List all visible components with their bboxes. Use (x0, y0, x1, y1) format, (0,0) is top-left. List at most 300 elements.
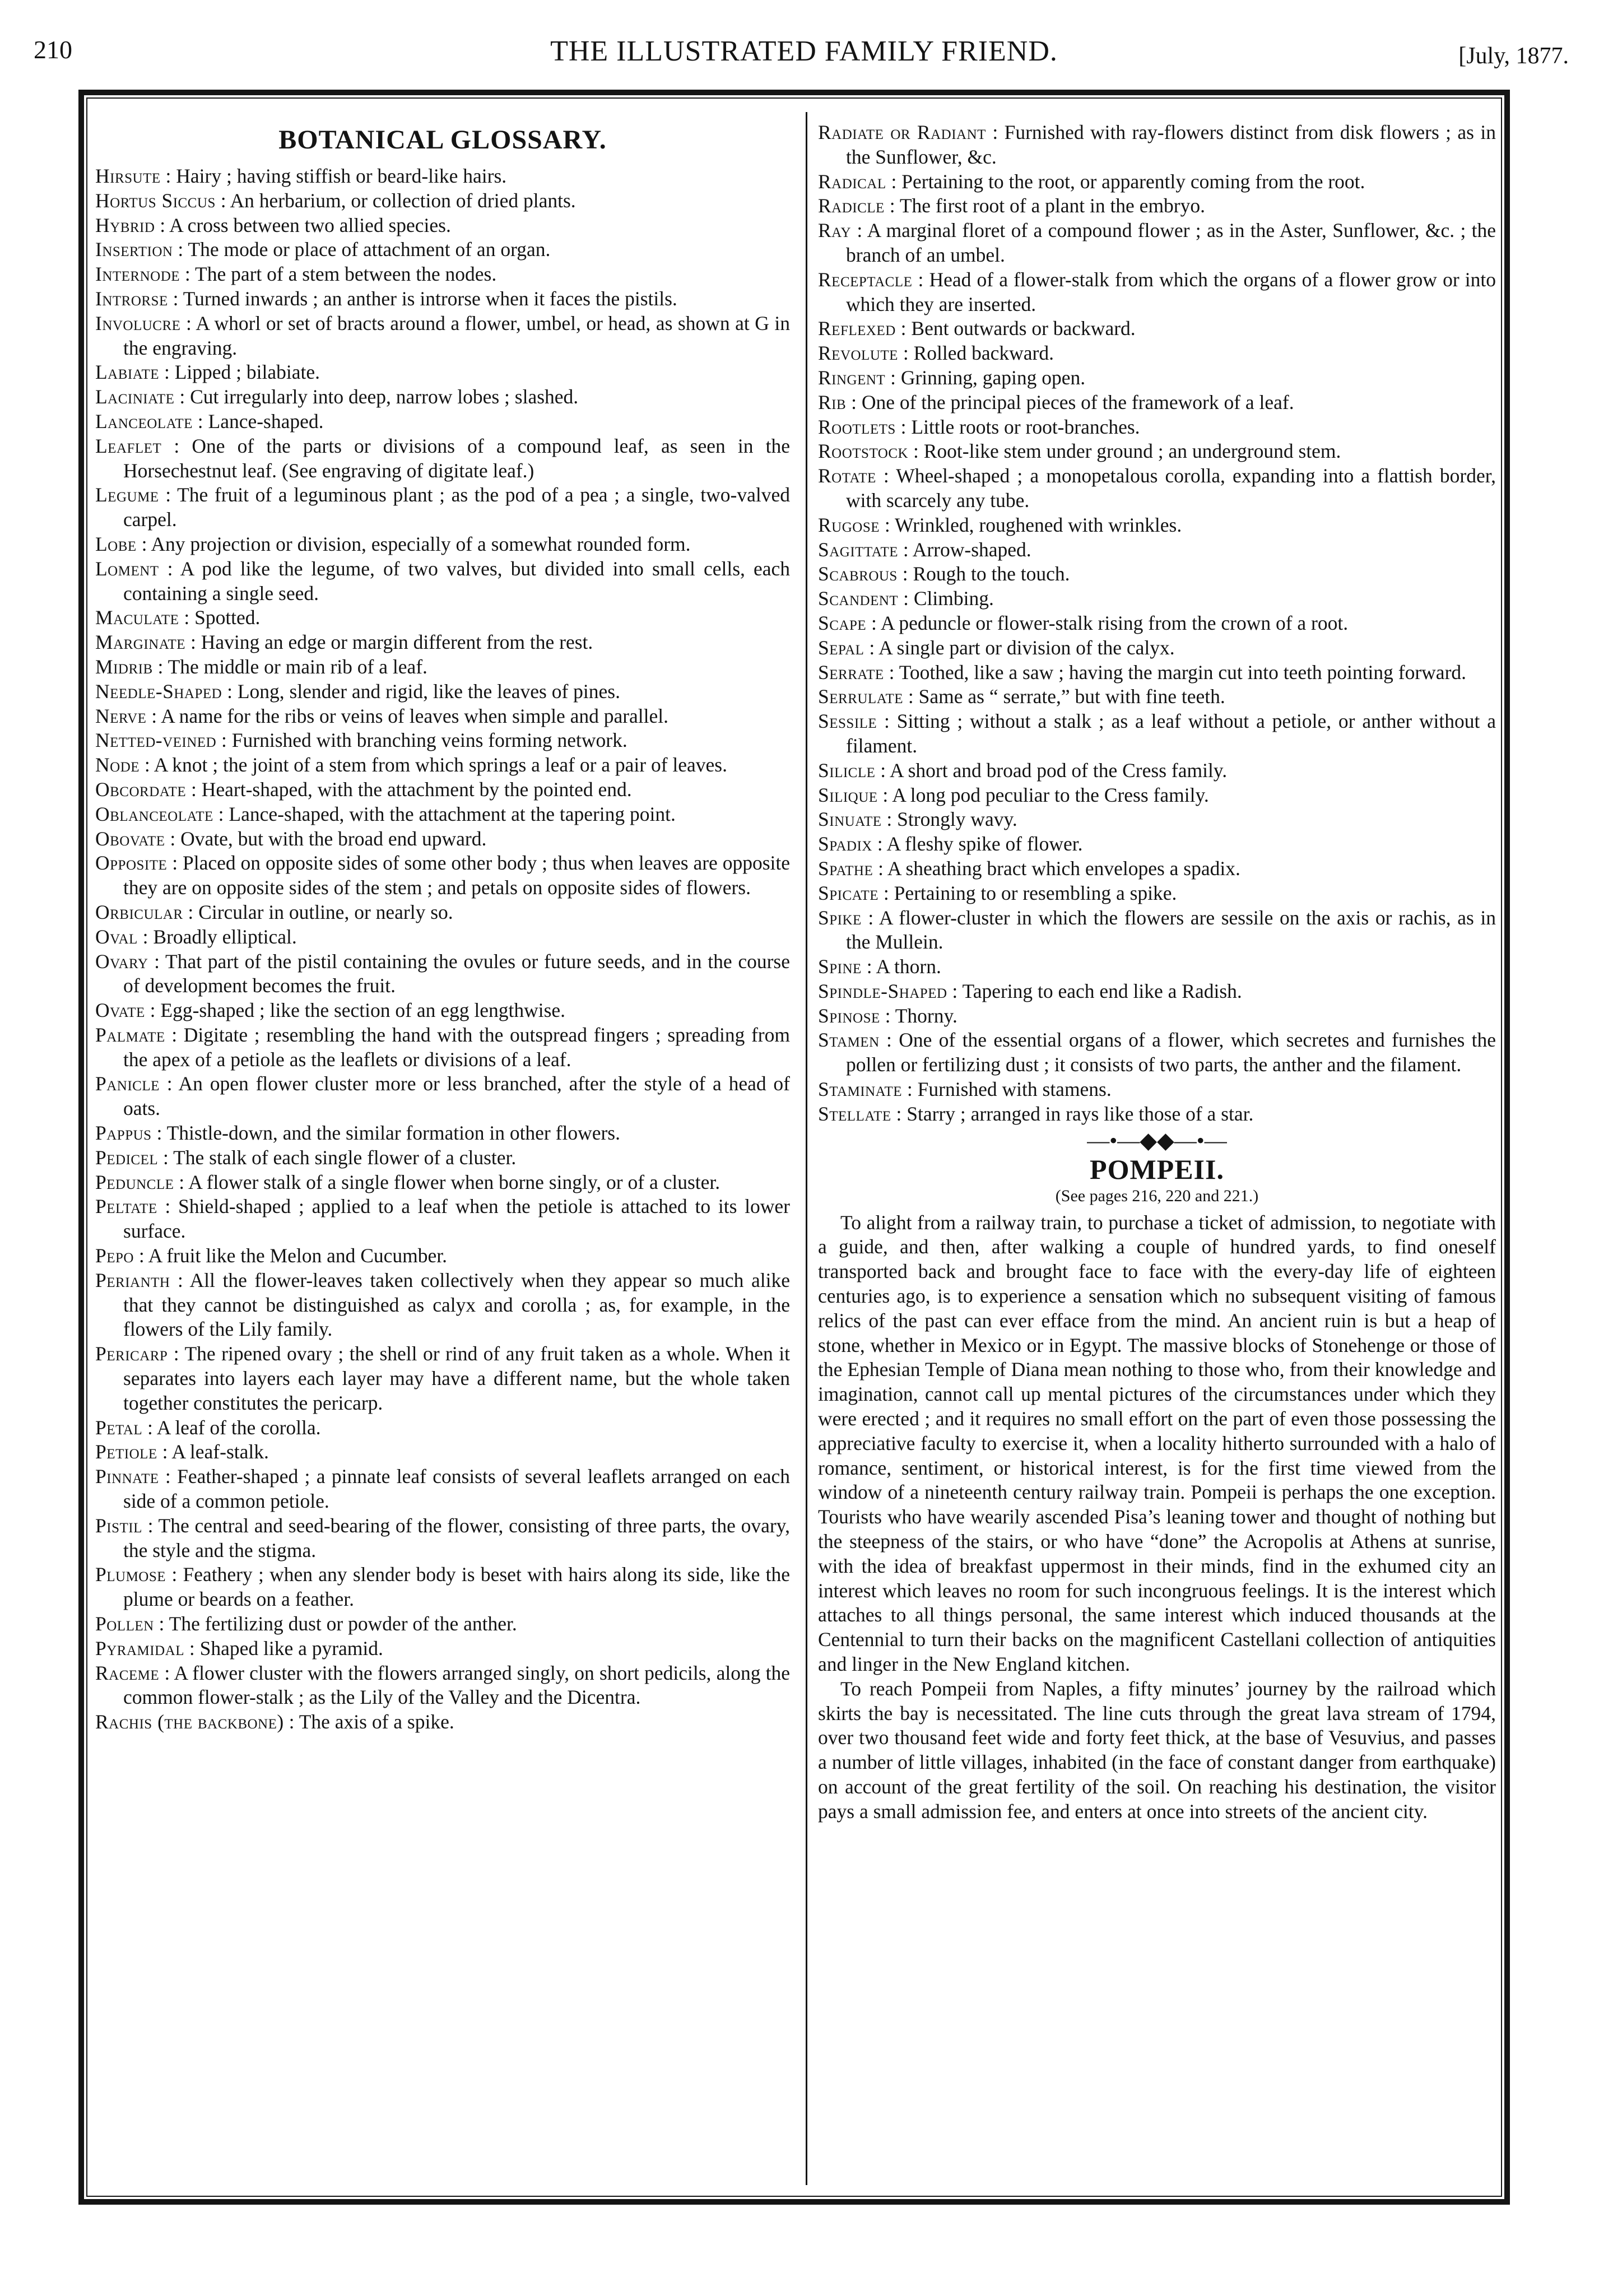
glossary-definition: Hairy ; having stiffish or beard-like hairs. (176, 165, 507, 187)
term-separator: : (173, 238, 188, 261)
term-separator: : (174, 385, 190, 408)
glossary-definition: Same as “ serrate,” but with fine teeth. (918, 685, 1225, 708)
glossary-term: Spicate (818, 881, 878, 904)
glossary-term: Rootlets (818, 415, 896, 438)
glossary-definition: Placed on opposite sides of some other body ; thus when leaves are opposite they are on opposite sides of the stem ; and petals on opposite sides of flowers. (123, 852, 790, 899)
glossary-term: Serrate (818, 661, 884, 684)
glossary-definition: A cross between two allied species. (169, 213, 451, 236)
glossary-term: Pollen (95, 1612, 154, 1635)
term-separator: : (159, 1465, 178, 1488)
term-separator: : (137, 925, 154, 948)
term-separator: : (185, 631, 201, 654)
glossary-term: Rugose (818, 513, 880, 536)
glossary-entry (95, 1244, 790, 1268)
glossary-definition: A peduncle or flower-stalk rising from the crown of a root. (880, 611, 1349, 634)
term-separator: : (216, 729, 232, 752)
glossary-term: Involucre (95, 312, 181, 334)
term-separator: : (875, 759, 890, 782)
glossary-definition: A flower cluster with the flowers arranged singly, on short pedicils, along the common flower-stalk ; as the Lily of the Valley and the Dicentra. (123, 1661, 790, 1709)
glossary-entry (95, 851, 790, 900)
glossary-term: Sagittate (818, 538, 899, 561)
term-separator: : (154, 1612, 169, 1635)
glossary-term: Ovary (95, 950, 148, 973)
glossary-entry (818, 194, 1496, 219)
glossary-definition: A name for the ribs or veins of leaves when simple and parallel. (161, 704, 669, 727)
glossary-definition: An herbarium, or collection of dried plants. (230, 189, 576, 212)
glossary-definition: Digitate ; resembling the hand with the outspread fingers ; spreading from the apex of a petiole as the leaflets or divisions of a leaf. (123, 1023, 790, 1071)
term-separator: : (861, 955, 876, 978)
glossary-term: Petiole (95, 1440, 157, 1463)
glossary-entry (95, 925, 790, 950)
term-separator: : (167, 852, 183, 875)
glossary-definition: One of the essential organs of a flower, which secretes and furnishes the pollen or fertilizing dust ; it consists of two parts, the anther and the filament. (846, 1029, 1496, 1076)
right-column (818, 120, 1496, 1824)
glossary-definition: Feather-shaped ; a pinnate leaf consists of several leaflets arranged on each side of a common petiole. (123, 1465, 790, 1513)
glossary-definition: Head of a flower-stalk from which the organs of a flower grow or into which they are inserted. (846, 268, 1496, 315)
glossary-definition: A sheathing bract which envelopes a spadix. (887, 857, 1240, 880)
glossary-definition: A whorl or set of bracts around a flower, umbel, or head, as shown at G in the engraving. (123, 312, 790, 359)
glossary-definition: Pertaining to or resembling a spike. (894, 881, 1177, 904)
glossary-term: Radical (818, 170, 886, 193)
term-separator: : (891, 1102, 907, 1125)
term-separator: : (160, 165, 176, 187)
glossary-term: Spindle-Shaped (818, 979, 947, 1002)
glossary-entry (818, 1004, 1496, 1029)
glossary-definition: Rough to the touch. (913, 563, 1070, 585)
term-separator: : (213, 802, 229, 825)
glossary-entry (95, 1268, 790, 1342)
glossary-entry (95, 360, 790, 385)
term-separator: : (142, 1416, 157, 1439)
term-separator: : (133, 1244, 148, 1267)
glossary-entry (818, 906, 1496, 955)
glossary-definition: Shaped like a pyramid. (199, 1637, 383, 1660)
term-separator: : (886, 170, 902, 193)
term-separator: : (881, 808, 898, 831)
glossary-term: Rootstock (818, 440, 909, 463)
term-separator: : (183, 900, 199, 923)
glossary-term: Silique (818, 783, 878, 806)
glossary-term: Scandent (818, 587, 899, 610)
glossary-entry (95, 312, 790, 361)
glossary-entry (95, 1637, 790, 1661)
glossary-term: Rib (818, 391, 847, 413)
article-paragraph: To reach Pompeii from Naples, a fifty minutes’ journey by the railroad which skirts the bay is necessitated. The line cuts through the great lava stream of 1794, over two thousand feet wide and forty feet thick, at the base of Vesuvius, and passes a number of little villages, inhabited (in the face of constant danger from earthquake) on account of the great fertility of the soil. On reaching his destination, the visitor pays a small admission fee, and enters at once into streets of the ancient city. (818, 1677, 1496, 1823)
glossary-definition: The ripened ovary ; the shell or rind of any fruit taken as a whole. When it separates into layers each layer may have a different name, but the whole taken together constitutes the pericarp. (123, 1342, 790, 1414)
glossary-term: Serrulate (818, 685, 904, 708)
glossary-definition: Lance-shaped, with the attachment at the tapering point. (229, 802, 676, 825)
glossary-term: Orbicular (95, 900, 183, 923)
glossary-term: Ray (818, 219, 851, 242)
term-separator: : (908, 440, 924, 463)
term-separator: : (884, 661, 899, 684)
article-paragraph: To alight from a railway train, to purchase a ticket of admission, to negotiate with a guide, and then, after walking a couple of hundred yards, to find oneself transported back and brought face to face with the every-day life of eighteen centuries ago, is to experience a sensation which no subsequent visiting of famous relics of the past can ever efface from the mind. An ancient ruin is but a heap of stone, whether in Mexico or in Egypt. The massive blocks of Stonehenge or those of the Ephesian Temple of Diana mean nothing to those who, from their knowledge and imagination, cannot call up mental pictures of the circumstances under which they were erected ; and it requires no small effort on the part of even those possessing the appreciative faculty to exercise it, when a locality hitherto surrounded with a halo of romance, sentiment, or historical interest, is for the first time viewed from the window of a nineteenth century railway train. Pompeii is perhaps the one exception. Tourists who have wearily ascended Pisa’s leaning tower and thought of nothing but the steepness of the stairs, or who have “done” the Acropolis at Athens at sunrise, with the idea of breakfast uppermost in their minds, find in the exhumed city an interest which leaves no room for such incongruous feelings. It is the interest which attaches to all things personal, the same interest which induced thousands at the Centennial to turn their backs on the magnificent Castellani collection of antiquities and linger in the New England kitchen. (818, 1211, 1496, 1676)
term-separator: : (180, 263, 196, 286)
term-separator: : (157, 1440, 172, 1463)
term-separator: : (898, 538, 913, 561)
term-separator: : (142, 1514, 159, 1537)
glossary-entry (818, 120, 1496, 170)
term-separator: : (151, 1122, 167, 1145)
term-separator: : (880, 513, 895, 536)
glossary-definition: Root-like stem under ground ; an underground stem. (923, 440, 1341, 463)
glossary-definition: A marginal floret of a compound flower ; as in the Aster, Sunflower, &c. ; the branch of an umbel. (846, 219, 1496, 266)
glossary-entry (818, 562, 1496, 587)
glossary-term: Internode (95, 263, 180, 286)
glossary-entry (95, 1612, 790, 1637)
glossary-definition: Thistle-down, and the similar formation in other flowers. (166, 1122, 620, 1145)
glossary-term: Lobe (95, 532, 137, 555)
page-number: 210 (34, 35, 72, 64)
glossary-term: Netted-veined (95, 729, 217, 752)
glossary-definition: Arrow-shaped. (912, 538, 1031, 561)
glossary-entry (818, 415, 1496, 440)
term-separator: : (165, 1023, 184, 1046)
glossary-entry (818, 783, 1496, 808)
term-separator: : (897, 563, 913, 585)
term-separator: : (146, 704, 161, 727)
glossary-entry (95, 630, 790, 655)
glossary-definition: Long, slender and rigid, like the leaves of pines. (237, 680, 620, 703)
glossary-term: Hirsute (95, 165, 161, 187)
glossary-term: Insertion (95, 238, 173, 261)
glossary-entry (818, 611, 1496, 636)
glossary-entry (818, 979, 1496, 1004)
glossary-entry (95, 778, 790, 802)
term-separator: : (902, 1078, 918, 1101)
glossary-definition: Bent outwards or backward. (911, 317, 1136, 340)
glossary-term: Revolute (818, 342, 898, 365)
glossary-term: Introrse (95, 287, 168, 310)
glossary-definition: Furnished with branching veins forming network. (231, 729, 627, 752)
glossary-definition: Rolled backward. (913, 342, 1054, 365)
term-separator: : (157, 1195, 179, 1218)
glossary-definition: That part of the pistil containing the ovules or future seeds, and in the course of development becomes the fruit. (123, 950, 790, 997)
glossary-entry (95, 950, 790, 999)
term-separator: : (877, 710, 897, 733)
term-separator: : (851, 219, 867, 242)
glossary-term: Oval (95, 925, 138, 948)
term-separator: : (159, 557, 180, 580)
glossary-term: Raceme (95, 1661, 160, 1684)
glossary-term: Opposite (95, 852, 168, 875)
term-separator: : (174, 1170, 189, 1193)
glossary-definition: One of the principal pieces of the framework of a leaf. (861, 391, 1294, 413)
glossary-entry (95, 483, 790, 532)
glossary-term: Receptacle (818, 268, 913, 291)
glossary-entry (95, 900, 790, 925)
term-separator: : (165, 827, 181, 850)
glossary-entry (95, 213, 790, 238)
glossary-entry (95, 164, 790, 189)
glossary-entry (818, 759, 1496, 783)
term-separator: : (184, 1637, 200, 1660)
term-separator: : (873, 857, 887, 880)
glossary-term: Nerve (95, 704, 147, 727)
glossary-term: Obcordate (95, 778, 187, 801)
glossary-term: Perianth (95, 1268, 170, 1291)
glossary-definition: A fruit like the Melon and Cucumber. (148, 1244, 448, 1267)
glossary-definition: Shield-shaped ; applied to a leaf when the petiole is attached to its lower surface. (123, 1195, 790, 1243)
glossary-entry (818, 464, 1496, 513)
term-separator: : (180, 312, 196, 334)
glossary-definition: Toothed, like a saw ; having the margin cut into teeth pointing forward. (899, 661, 1467, 684)
glossary-entry (95, 704, 790, 729)
glossary-term: Pepo (95, 1244, 134, 1267)
glossary-term: Ovate (95, 999, 145, 1022)
glossary-entry (818, 268, 1496, 317)
glossary-entry (95, 1710, 790, 1735)
glossary-definition: Climbing. (913, 587, 994, 610)
glossary-entry (818, 636, 1496, 661)
glossary-definition: Pertaining to the root, or apparently coming from the root. (901, 170, 1365, 193)
term-separator: : (152, 655, 168, 678)
glossary-definition: A pod like the legume, of two valves, but divided into small cells, each containing a single seed. (123, 557, 790, 605)
glossary-term: Pericarp (95, 1342, 168, 1365)
glossary-entry (95, 1465, 790, 1514)
glossary-entry (95, 238, 790, 262)
glossary-definition: The part of a stem between the nodes. (195, 263, 497, 286)
glossary-definition: The first root of a plant in the embryo. (899, 194, 1205, 217)
glossary-entry (95, 532, 790, 557)
glossary-term: Pyramidal (95, 1637, 184, 1660)
glossary-list-left (95, 164, 790, 1735)
term-separator: : (884, 194, 900, 217)
term-separator: : (878, 881, 894, 904)
glossary-term: Scape (818, 611, 867, 634)
glossary-term: Ringent (818, 366, 886, 389)
glossary-definition: Egg-shaped ; like the section of an egg lengthwise. (160, 999, 566, 1022)
term-separator: : (168, 287, 183, 310)
glossary-entry (818, 219, 1496, 268)
glossary-term: Legume (95, 484, 159, 506)
glossary-term: Pappus (95, 1122, 152, 1145)
glossary-term: Pinnate (95, 1465, 159, 1488)
glossary-entry (95, 728, 790, 753)
term-separator: : (136, 532, 151, 555)
term-separator: : (877, 783, 893, 806)
glossary-term: Silicle (818, 759, 876, 782)
glossary-definition: Grinning, gaping open. (900, 366, 1086, 389)
term-separator: : (140, 754, 154, 777)
glossary-definition: A flower-cluster in which the flowers are sessile on the axis or rachis, as in the Mullein. (846, 906, 1496, 954)
glossary-entry (818, 587, 1496, 611)
pompeii-article (818, 1211, 1496, 1824)
glossary-definition: The fertilizing dust or powder of the anther. (169, 1612, 517, 1635)
glossary-term: Loment (95, 557, 159, 580)
glossary-entry (818, 709, 1496, 759)
glossary-definition: The stalk of each single flower of a cluster. (173, 1146, 517, 1169)
glossary-entry (818, 317, 1496, 341)
section-ornament: —•—◆◆—•— (1087, 1127, 1227, 1153)
glossary-term: Obovate (95, 827, 165, 850)
glossary-term: Marginate (95, 631, 186, 654)
glossary-entry (95, 827, 790, 852)
glossary-term: Lanceolate (95, 410, 193, 433)
glossary-entry (95, 262, 790, 287)
term-separator: : (145, 999, 161, 1022)
glossary-definition: Circular in outline, or nearly so. (198, 900, 453, 923)
glossary-entry (95, 410, 790, 434)
issue-date: [July, 1877. (1458, 43, 1569, 69)
term-separator: : (159, 484, 178, 506)
glossary-definition: Thorny. (895, 1004, 957, 1027)
glossary-term: Plumose (95, 1563, 166, 1586)
glossary-definition: A knot ; the joint of a stem from which springs a leaf or a pair of leaves. (154, 754, 727, 777)
glossary-term: Labiate (95, 361, 160, 384)
glossary-definition: Tapering to each end like a Radish. (962, 979, 1242, 1002)
glossary-entry (95, 557, 790, 606)
left-column (95, 120, 790, 1735)
page-header (34, 35, 1574, 80)
glossary-entry (818, 341, 1496, 366)
glossary-term: Oblanceolate (95, 802, 213, 825)
term-separator: : (283, 1711, 299, 1733)
glossary-definition: Furnished with stamens. (917, 1078, 1112, 1101)
glossary-entry (818, 881, 1496, 906)
glossary-entry (818, 857, 1496, 881)
term-separator: : (912, 268, 929, 291)
glossary-definition: Lipped ; bilabiate. (174, 361, 320, 384)
glossary-entry (818, 1102, 1496, 1127)
glossary-list-right (818, 120, 1496, 1127)
glossary-entry (95, 385, 790, 410)
glossary-term: Petal (95, 1416, 143, 1439)
glossary-term: Palmate (95, 1023, 165, 1046)
glossary-entry (95, 1146, 790, 1170)
glossary-term: Needle-Shaped (95, 680, 222, 703)
glossary-term: Rotate (818, 464, 876, 487)
glossary-definition: Heart-shaped, with the attachment by the pointed end. (201, 778, 632, 801)
term-separator: : (170, 1268, 190, 1291)
glossary-entry (818, 832, 1496, 857)
term-separator: : (159, 1072, 179, 1095)
term-separator: : (903, 685, 919, 708)
term-separator: : (168, 1342, 185, 1365)
glossary-term: Scabrous (818, 563, 898, 585)
glossary-definition: The axis of a spike. (299, 1711, 454, 1733)
term-separator: : (885, 366, 901, 389)
publication-title: THE ILLUSTRATED FAMILY FRIEND. (550, 35, 1058, 67)
glossary-definition: A long pod peculiar to the Cress family. (892, 783, 1209, 806)
glossary-definition: Cut irregularly into deep, narrow lobes ; slashed. (190, 385, 579, 408)
glossary-definition: A flower stalk of a single flower when borne singly, or of a cluster. (188, 1170, 721, 1193)
glossary-definition: Any projection or division, especially of a somewhat rounded form. (151, 532, 691, 555)
glossary-term: Staminate (818, 1078, 903, 1101)
glossary-entry (95, 998, 790, 1023)
glossary-entry (95, 1342, 790, 1415)
glossary-entry (818, 955, 1496, 979)
glossary-term: Spinose (818, 1004, 880, 1027)
glossary-entry (95, 1170, 790, 1195)
term-separator: : (872, 833, 887, 856)
glossary-term: Hybrid (95, 213, 155, 236)
term-separator: : (880, 1004, 895, 1027)
glossary-entry (818, 170, 1496, 194)
glossary-term: Stamen (818, 1029, 880, 1052)
glossary-term: Leaflet (95, 434, 162, 457)
glossary-definition: The mode or place of attachment of an organ. (188, 238, 551, 261)
glossary-definition: Spotted. (194, 606, 261, 629)
glossary-term: Spine (818, 955, 862, 978)
term-separator: : (895, 415, 912, 438)
glossary-entry (95, 434, 790, 484)
term-separator: : (898, 342, 914, 365)
glossary-term: Node (95, 754, 140, 777)
glossary-definition: Feathery ; when any slender body is beset with hairs along its side, like the plume or beards on a feather. (123, 1563, 790, 1611)
glossary-definition: Wheel-shaped ; a monopetalous corolla, expanding into a flattish border, with scarcely any tube. (846, 464, 1496, 512)
glossary-term: Pedicel (95, 1146, 159, 1169)
glossary-definition: Turned inwards ; an anther is introrse when it faces the pistils. (183, 287, 677, 310)
glossary-entry (818, 1077, 1496, 1102)
glossary-term: Spike (818, 906, 862, 929)
glossary-entry (95, 802, 790, 827)
glossary-term: Laciniate (95, 385, 175, 408)
column-divider (806, 112, 807, 2185)
term-separator: : (155, 213, 170, 236)
glossary-entry (818, 1028, 1496, 1077)
term-separator: : (895, 317, 912, 340)
term-separator: : (215, 189, 230, 212)
term-separator: : (179, 606, 195, 629)
glossary-entry (95, 1514, 790, 1563)
glossary-definition: A short and broad pod of the Cress family. (890, 759, 1228, 782)
glossary-entry (95, 287, 790, 312)
glossary-definition: The fruit of a leguminous plant ; as the pod of a pea ; a single, two-valved carpel. (123, 484, 790, 531)
term-separator: : (876, 464, 896, 487)
glossary-definition: A thorn. (876, 955, 941, 978)
glossary-term: Peltate (95, 1195, 157, 1218)
term-separator: : (947, 979, 963, 1002)
term-separator: : (861, 906, 879, 929)
glossary-entry (95, 753, 790, 778)
term-separator: : (222, 680, 238, 703)
glossary-entry (95, 1661, 790, 1711)
glossary-entry (95, 1563, 790, 1612)
glossary-definition: All the flower-leaves taken collectively when they appear so much alike that they cannot be distinguished as calyx and corolla ; as, for example, in the flowers of the Lily family. (123, 1268, 790, 1341)
glossary-term: Sepal (818, 636, 864, 659)
glossary-term: Maculate (95, 606, 179, 629)
glossary-term: Spathe (818, 857, 873, 880)
glossary-definition: The middle or main rib of a leaf. (168, 655, 427, 678)
glossary-definition: An open flower cluster more or less branched, after the style of a head of oats. (123, 1072, 790, 1120)
glossary-term: Sinuate (818, 808, 882, 831)
glossary-definition: Ovate, but with the broad end upward. (180, 827, 487, 850)
glossary-definition: Little roots or root-branches. (911, 415, 1140, 438)
glossary-entry (818, 439, 1496, 464)
glossary-entry (95, 1440, 790, 1465)
glossary-term: Radicle (818, 194, 885, 217)
term-separator: : (158, 1146, 174, 1169)
glossary-entry (818, 513, 1496, 538)
glossary-definition: A leaf of the corolla. (156, 1416, 321, 1439)
glossary-term: Midrib (95, 655, 153, 678)
glossary-term: Panicle (95, 1072, 160, 1095)
glossary-entry (95, 189, 790, 213)
glossary-definition: Furnished with ray-flowers distinct from disk flowers ; as in the Sunflower, &c. (846, 121, 1496, 168)
glossary-definition: Starry ; arranged in rays like those of a star. (907, 1102, 1254, 1125)
glossary-entry (95, 1416, 790, 1440)
term-separator: : (192, 410, 208, 433)
glossary-entry (818, 366, 1496, 391)
glossary-term: Hortus Siccus (95, 189, 216, 212)
term-separator: : (161, 434, 192, 457)
term-separator: : (986, 121, 1005, 143)
term-separator: : (846, 391, 862, 413)
glossary-entry (818, 391, 1496, 415)
glossary-definition: Strongly wavy. (897, 808, 1017, 831)
glossary-entry (95, 655, 790, 680)
